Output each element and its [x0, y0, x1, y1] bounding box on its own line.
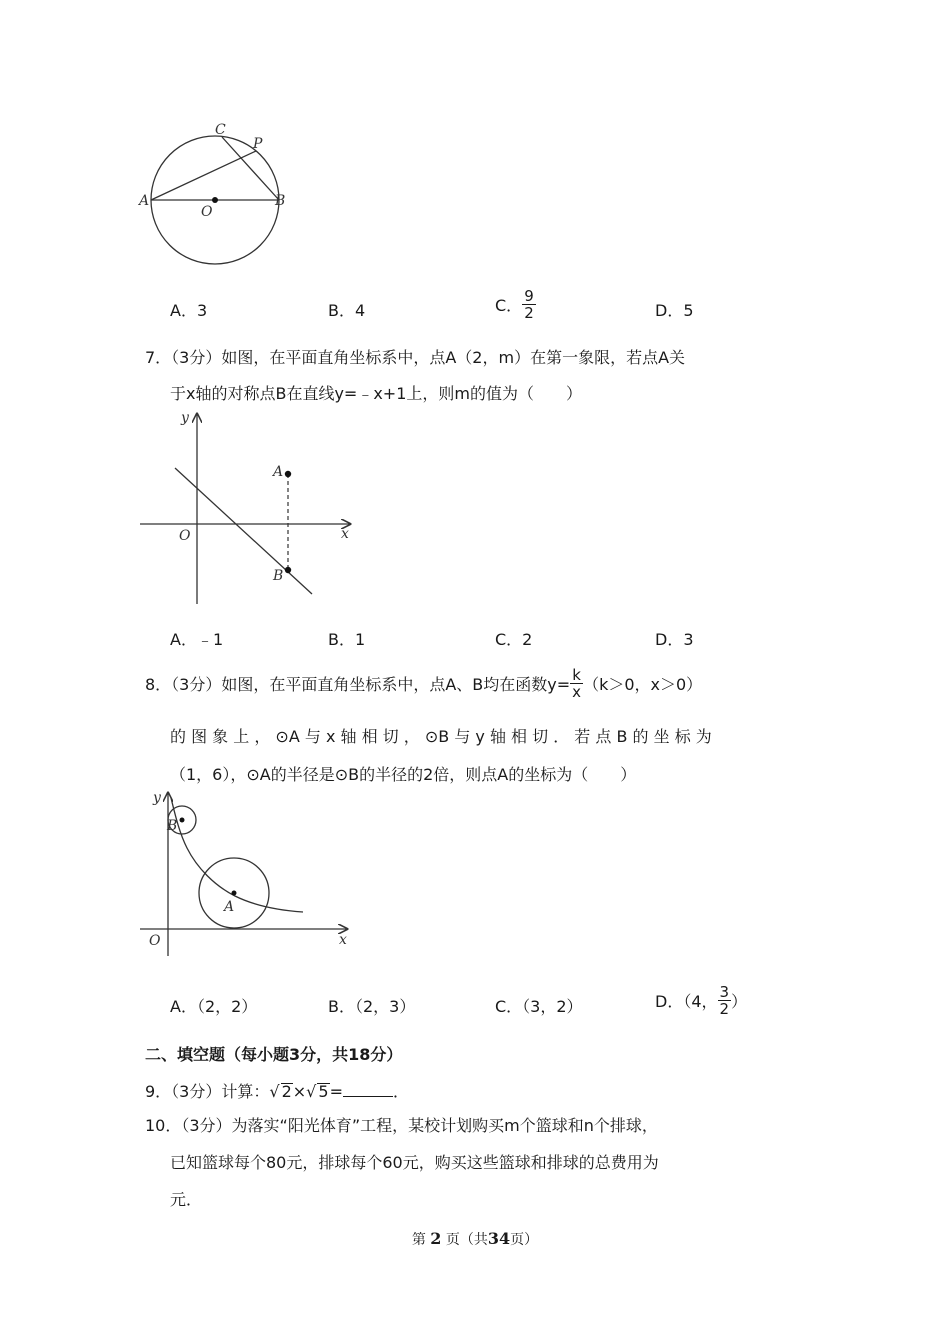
q8-line-1 — [145, 667, 702, 700]
q8-option-b: B．（2，3） — [328, 997, 416, 1016]
label-x: x — [339, 932, 347, 948]
label-b: B — [275, 193, 286, 209]
label-o: O — [179, 528, 191, 544]
point-a — [232, 891, 237, 896]
footer-post: 页） — [510, 1232, 539, 1248]
q6-option-d: D．5 — [655, 301, 694, 320]
q8-option-a: A．（2，2） — [170, 997, 258, 1016]
footer-mid: 页（共 — [445, 1232, 488, 1248]
q9-radicand-2: 5 — [318, 1082, 329, 1101]
q8-d-den: 2 — [719, 1000, 730, 1018]
label-y: y — [181, 410, 189, 426]
q7-option-a: A．﹣1 — [170, 630, 224, 649]
q8-line-3: （1，6），⊙A的半径是⊙B的半径的2倍，则点A的坐标为（ ） — [170, 765, 637, 784]
q9-line — [145, 1079, 409, 1102]
q6-option-c-fraction — [522, 288, 536, 321]
q7-option-b: B．1 — [328, 630, 366, 649]
q8-line-1-a: 8．（3分）如图，在平面直角坐标系中，点A、B均在函数y= — [145, 675, 571, 694]
q8-option-d-suffix: ） — [731, 992, 748, 1011]
q9-radicand-1: 2 — [281, 1082, 292, 1101]
label-a: A — [273, 464, 284, 480]
label-b: B — [167, 818, 178, 834]
point-b — [180, 818, 185, 823]
q8-function-fraction — [570, 667, 583, 700]
center-dot — [212, 197, 218, 203]
q10-line-3: 元． — [170, 1190, 203, 1209]
label-c: C — [215, 122, 226, 138]
q8-option-c: C．（3，2） — [495, 997, 583, 1016]
label-a: A — [139, 193, 150, 209]
q7-option-d: D．3 — [655, 630, 694, 649]
page-footer — [0, 1229, 950, 1249]
point-a — [285, 471, 291, 477]
q9-answer-blank[interactable] — [343, 1082, 393, 1097]
q8-hyperbola-figure — [135, 788, 355, 958]
q9-times: × — [292, 1082, 307, 1101]
label-a: A — [224, 899, 235, 915]
footer-pre: 第 — [411, 1232, 426, 1248]
q8-option-d-prefix: D．（4， — [655, 992, 718, 1011]
q9-equals: = — [329, 1082, 343, 1101]
label-p: P — [253, 136, 263, 152]
q8-d-num: 3 — [719, 983, 730, 1001]
q7-line-2: 于x轴的对称点B在直线y=﹣x+1上，则m的值为（ ） — [170, 384, 582, 403]
label-x: x — [341, 526, 349, 542]
q9-suffix: ． — [392, 1082, 409, 1101]
q8-option-d-fraction — [718, 984, 732, 1017]
q8-option-d — [655, 984, 747, 1017]
q10-line-2: 已知篮球每个80元，排球每个60元，购买这些篮球和排球的总费用为 — [170, 1153, 659, 1172]
q8-frac-den: x — [572, 683, 582, 701]
q7-coordinate-figure — [135, 408, 360, 608]
point-b — [285, 567, 291, 573]
sqrt-sign-2: √ — [306, 1082, 317, 1101]
hyperbola-curve — [171, 798, 303, 912]
q7-option-c: C．2 — [495, 630, 533, 649]
sqrt-sign-1: √ — [269, 1082, 280, 1101]
section-2-title: 二、填空题（每小题3分，共18分） — [145, 1045, 403, 1064]
q6-option-c-prefix: C． — [495, 296, 523, 315]
q6-circle-figure — [135, 118, 305, 268]
q10-line-1: 10．（3分）为落实“阳光体育”工程，某校计划购买m个篮球和n个排球， — [145, 1116, 658, 1135]
q8-frac-num: k — [570, 667, 583, 684]
q6-option-b: B．4 — [328, 301, 366, 320]
label-b: B — [273, 568, 284, 584]
q6-option-c — [495, 288, 536, 321]
q7-line-1: 7．（3分）如图，在平面直角坐标系中，点A（2，m）在第一象限，若点A关 — [145, 348, 686, 367]
footer-page-number: 2 — [430, 1229, 442, 1248]
q9-prefix: 9．（3分）计算： — [145, 1082, 270, 1101]
q8-line-1-b: （k＞0，x＞0） — [583, 675, 703, 694]
q8-line-2: 的 图 象 上 ， ⊙A 与 x 轴 相 切 ， ⊙B 与 y 轴 相 切 ． 若 点 B 的 坐 标 为 — [170, 727, 712, 746]
line-y-neg-x-plus-1 — [175, 468, 312, 594]
q6-c-den: 2 — [524, 304, 534, 322]
label-o: O — [201, 204, 213, 220]
q6-c-num: 9 — [524, 287, 534, 305]
footer-total-pages: 34 — [487, 1229, 511, 1248]
label-o: O — [149, 933, 161, 949]
label-y: y — [153, 790, 161, 806]
q6-option-a: A．3 — [170, 301, 208, 320]
